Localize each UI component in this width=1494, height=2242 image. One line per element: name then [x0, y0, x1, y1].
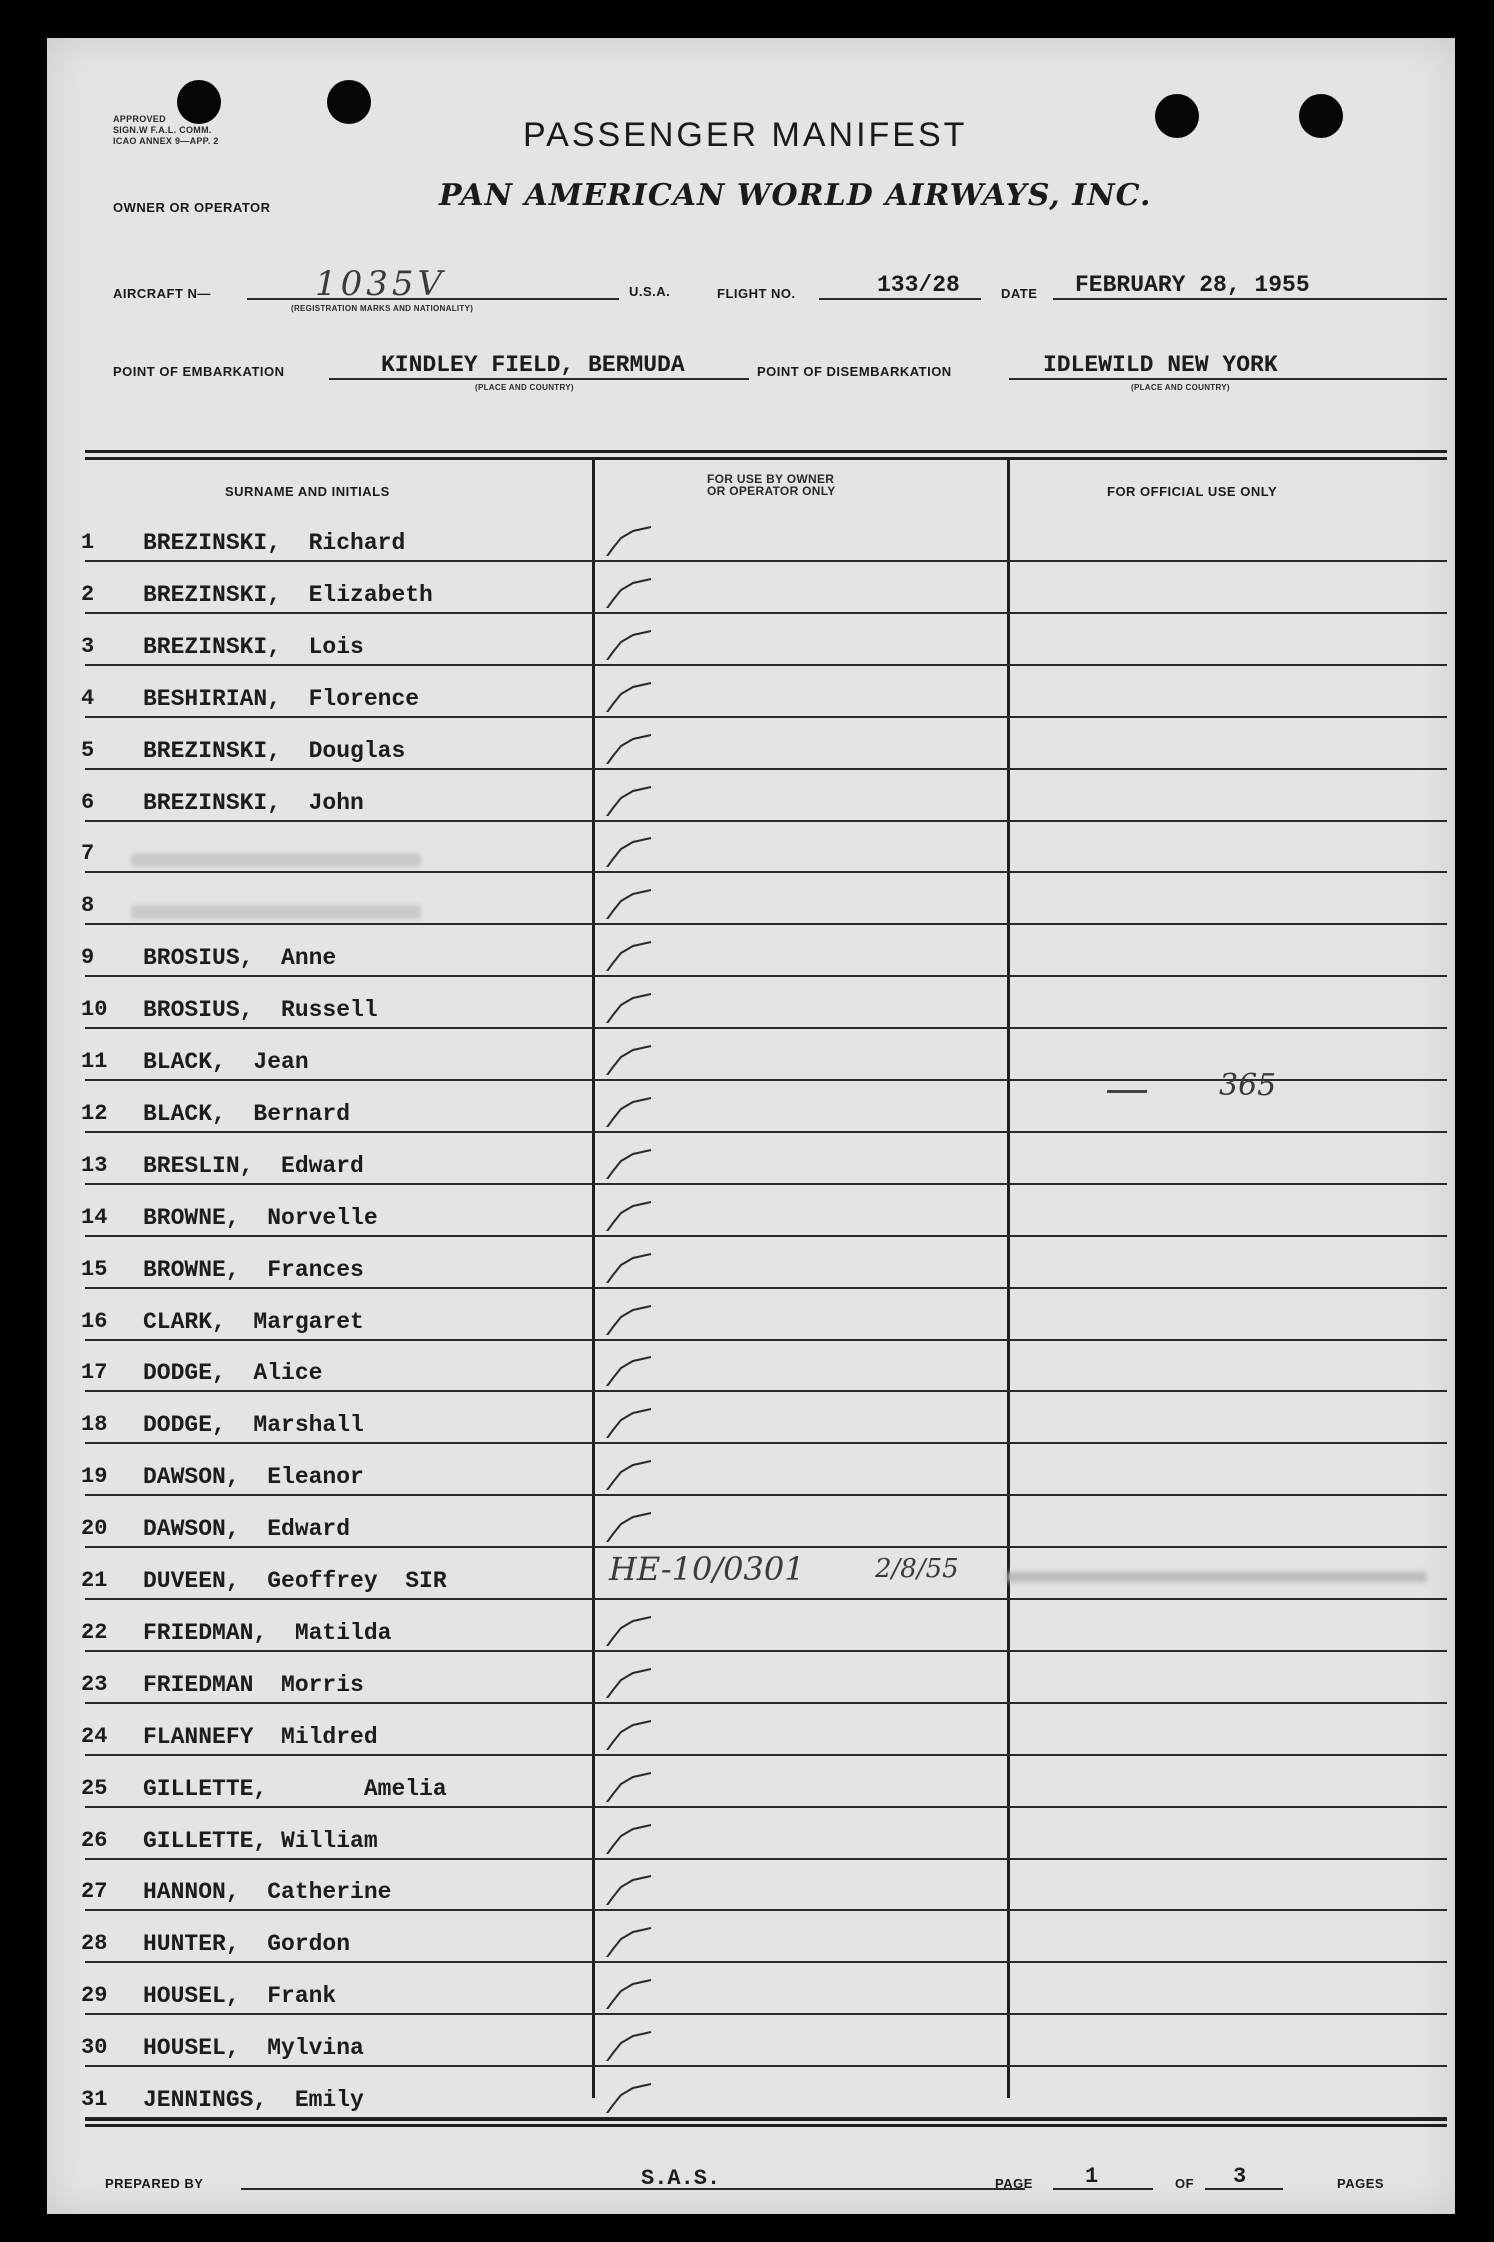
- checkmark-icon: [603, 734, 653, 764]
- passenger-name: DODGE, Marshall: [143, 1412, 364, 1438]
- row-number: 12: [81, 1101, 108, 1126]
- punch-hole: [1155, 94, 1199, 138]
- col-header-official: FOR OFFICIAL USE ONLY: [1107, 484, 1278, 499]
- row-rule: [85, 612, 1447, 614]
- row-rule: [85, 820, 1447, 822]
- approval-line-1: APPROVED: [113, 114, 166, 124]
- row-number: 31: [81, 2087, 108, 2112]
- checkmark-icon: [603, 1201, 653, 1231]
- checkmark-icon: [603, 837, 653, 867]
- checkmark-icon: [603, 889, 653, 919]
- row-number: 3: [81, 634, 95, 659]
- aircraft-value: 1035V: [315, 264, 447, 304]
- date-value: FEBRUARY 28, 1955: [1075, 272, 1310, 298]
- checkmark-icon: [603, 578, 653, 608]
- row-number: 10: [81, 997, 108, 1022]
- row-number: 4: [81, 686, 95, 711]
- row-rule: [85, 1287, 1447, 1289]
- prepared-label: PREPARED BY: [105, 2176, 204, 2191]
- row-rule: [85, 1235, 1447, 1237]
- embarkation-label: POINT OF EMBARKATION: [113, 364, 285, 379]
- checkmark-icon: [603, 630, 653, 660]
- row-rule: [85, 1183, 1447, 1185]
- row21-date-note: 2/8/55: [875, 1554, 959, 1584]
- approval-line-2: SIGN.W F.A.L. COMM.: [113, 125, 212, 135]
- row-rule: [85, 768, 1447, 770]
- passenger-name: GILLETTE, Amelia: [143, 1776, 447, 1802]
- flight-label: FLIGHT NO.: [717, 286, 796, 301]
- checkmark-icon: [603, 1875, 653, 1905]
- checkmark-icon: [603, 682, 653, 712]
- page-label: PAGE: [995, 2176, 1033, 2191]
- row-rule: [85, 1806, 1447, 1808]
- passenger-name: BREZINSKI, John: [143, 790, 364, 816]
- row-rule: [85, 1961, 1447, 1963]
- passenger-name: BREZINSKI, Douglas: [143, 738, 406, 764]
- row-number: 28: [81, 1931, 108, 1956]
- page-value: 1: [1085, 2164, 1099, 2189]
- checkmark-icon: [603, 1927, 653, 1957]
- row-number: 7: [81, 841, 95, 866]
- redacted-name: [131, 905, 421, 919]
- passenger-name: HOUSEL, Frank: [143, 1983, 337, 2009]
- checkmark-icon: [603, 1253, 653, 1283]
- checkmark-icon: [603, 1460, 653, 1490]
- row-rule: [85, 1598, 1447, 1600]
- checkmark-icon: [603, 1356, 653, 1386]
- official-note: 365: [1219, 1068, 1277, 1103]
- row-rule: [85, 1909, 1447, 1911]
- date-label: DATE: [1001, 286, 1038, 301]
- checkmark-icon: [603, 1097, 653, 1127]
- row-number: 9: [81, 945, 95, 970]
- checkmark-icon: [603, 1668, 653, 1698]
- disembarkation-label: POINT OF DISEMBARKATION: [757, 364, 952, 379]
- official-dash-mark: [1107, 1090, 1147, 1093]
- row-rule: [85, 664, 1447, 666]
- checkmark-icon: [603, 2031, 653, 2061]
- row-number: 17: [81, 1360, 108, 1385]
- row-rule: [85, 1494, 1447, 1496]
- passenger-name: BROSIUS, Anne: [143, 945, 337, 971]
- checkmark-icon: [603, 1720, 653, 1750]
- passenger-name: CLARK, Margaret: [143, 1309, 364, 1335]
- checkmark-icon: [603, 2083, 653, 2113]
- checkmark-icon: [603, 1616, 653, 1646]
- row21-owner-note: HE-10/0301: [609, 1550, 805, 1588]
- punch-hole: [327, 80, 371, 124]
- disembarkation-sublabel: (PLACE AND COUNTRY): [1131, 383, 1230, 392]
- row-rule: [85, 1858, 1447, 1860]
- row-rule: [85, 2013, 1447, 2015]
- approval-line-3: ICAO ANNEX 9—APP. 2: [113, 136, 219, 146]
- page-title: PASSENGER MANIFEST: [523, 116, 968, 154]
- passenger-name: JENNINGS, Emily: [143, 2087, 364, 2113]
- row-number: 23: [81, 1672, 108, 1697]
- passenger-name: DUVEEN, Geoffrey SIR: [143, 1568, 447, 1594]
- row-number: 26: [81, 1828, 108, 1853]
- checkmark-icon: [603, 993, 653, 1023]
- row-rule: [85, 1390, 1447, 1392]
- row-rule: [85, 1131, 1447, 1133]
- usa-label: U.S.A.: [629, 284, 671, 299]
- col-header-name: SURNAME AND INITIALS: [225, 484, 390, 499]
- row-number: 11: [81, 1049, 108, 1074]
- checkmark-icon: [603, 526, 653, 556]
- prepared-value: S.A.S.: [641, 2166, 721, 2191]
- passenger-name: HOUSEL, Mylvina: [143, 2035, 364, 2061]
- row-number: 8: [81, 893, 95, 918]
- row-rule: [85, 1027, 1447, 1029]
- passenger-name: DAWSON, Eleanor: [143, 1464, 364, 1490]
- col-header-owner-1: FOR USE BY OWNER: [707, 472, 835, 486]
- row-number: 1: [81, 530, 95, 555]
- row-rule: [85, 975, 1447, 977]
- row-number: 21: [81, 1568, 108, 1593]
- passenger-name: BROWNE, Frances: [143, 1257, 364, 1283]
- aircraft-label: AIRCRAFT N—: [113, 286, 211, 301]
- row-number: 18: [81, 1412, 108, 1437]
- punch-hole: [1299, 94, 1343, 138]
- passenger-name: BRESLIN, Edward: [143, 1153, 364, 1179]
- row-number: 25: [81, 1776, 108, 1801]
- row-number: 24: [81, 1724, 108, 1749]
- passenger-name: HUNTER, Gordon: [143, 1931, 351, 1957]
- row-number: 30: [81, 2035, 108, 2060]
- passenger-name: FRIEDMAN, Matilda: [143, 1620, 392, 1646]
- of-label: OF: [1175, 2176, 1195, 2191]
- row-rule: [85, 1442, 1447, 1444]
- company-name: PAN AMERICAN WORLD AIRWAYS, INC.: [439, 178, 1152, 213]
- passenger-name: DAWSON, Edward: [143, 1516, 351, 1542]
- row-rule: [85, 871, 1447, 873]
- checkmark-icon: [603, 786, 653, 816]
- row-number: 29: [81, 1983, 108, 2008]
- passenger-name: BROWNE, Norvelle: [143, 1205, 378, 1231]
- row-number: 15: [81, 1257, 108, 1282]
- checkmark-icon: [603, 1045, 653, 1075]
- checkmark-icon: [603, 1305, 653, 1335]
- column-divider: [1007, 458, 1010, 2098]
- row-rule: [85, 1702, 1447, 1704]
- passenger-name: BREZINSKI, Elizabeth: [143, 582, 433, 608]
- passenger-name: BLACK, Jean: [143, 1049, 309, 1075]
- row-number: 14: [81, 1205, 108, 1230]
- pages-label: PAGES: [1337, 2176, 1385, 2191]
- passenger-name: DODGE, Alice: [143, 1360, 323, 1386]
- row-number: 13: [81, 1153, 108, 1178]
- embarkation-sublabel: (PLACE AND COUNTRY): [475, 383, 574, 392]
- flight-value: 133/28: [877, 272, 960, 298]
- row-number: 2: [81, 582, 95, 607]
- row-number: 27: [81, 1879, 108, 1904]
- passenger-name: BLACK, Bernard: [143, 1101, 351, 1127]
- checkmark-icon: [603, 1149, 653, 1179]
- checkmark-icon: [603, 1824, 653, 1854]
- passenger-name: HANNON, Catherine: [143, 1879, 392, 1905]
- passenger-name: FLANNEFY Mildred: [143, 1724, 378, 1750]
- row-number: 5: [81, 738, 95, 763]
- row-rule: [85, 1650, 1447, 1652]
- passenger-name: FRIEDMAN Morris: [143, 1672, 364, 1698]
- row21-smudge: [1007, 1572, 1427, 1582]
- row-number: 16: [81, 1309, 108, 1334]
- col-header-owner-2: OR OPERATOR ONLY: [707, 484, 836, 498]
- owner-label: OWNER OR OPERATOR: [113, 200, 271, 215]
- row-rule: [85, 2065, 1447, 2067]
- checkmark-icon: [603, 1512, 653, 1542]
- column-divider: [592, 458, 595, 2098]
- of-value: 3: [1233, 2164, 1247, 2189]
- embarkation-value: KINDLEY FIELD, BERMUDA: [381, 352, 685, 378]
- checkmark-icon: [603, 941, 653, 971]
- row-number: 20: [81, 1516, 108, 1541]
- row-rule: [85, 560, 1447, 562]
- row-rule: [85, 716, 1447, 718]
- passenger-name: BROSIUS, Russell: [143, 997, 378, 1023]
- checkmark-icon: [603, 1772, 653, 1802]
- row-rule: [85, 1754, 1447, 1756]
- row-rule: [85, 1546, 1447, 1548]
- row-number: 6: [81, 790, 95, 815]
- passenger-name: BESHIRIAN, Florence: [143, 686, 420, 712]
- disembarkation-value: IDLEWILD NEW YORK: [1043, 352, 1278, 378]
- checkmark-icon: [603, 1979, 653, 2009]
- row-rule: [85, 1339, 1447, 1341]
- checkmark-icon: [603, 1408, 653, 1438]
- row-rule: [85, 923, 1447, 925]
- row-number: 22: [81, 1620, 108, 1645]
- redacted-name: [131, 853, 421, 867]
- row-number: 19: [81, 1464, 108, 1489]
- passenger-name: BREZINSKI, Lois: [143, 634, 364, 660]
- passenger-name: GILLETTE, William: [143, 1828, 378, 1854]
- punch-hole: [177, 80, 221, 124]
- manifest-page: [47, 38, 1455, 2214]
- passenger-name: BREZINSKI, Richard: [143, 530, 406, 556]
- aircraft-sublabel: (REGISTRATION MARKS AND NATIONALITY): [291, 304, 474, 313]
